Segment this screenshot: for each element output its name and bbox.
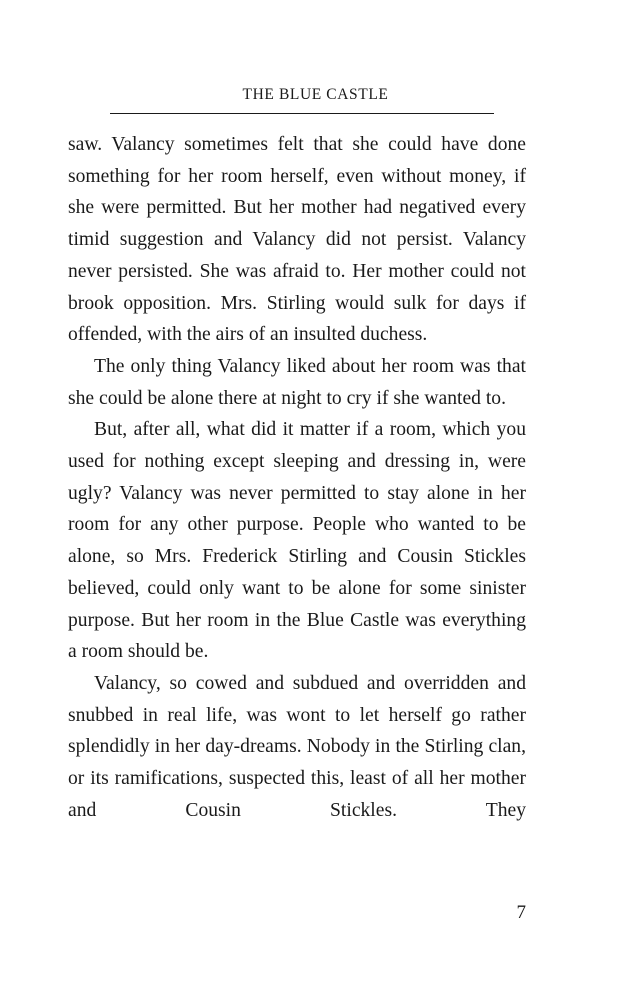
paragraph: Valancy, so cowed and subdued and overridden and snubbed in real life, was wont to let herself go rather splendidly in her day-dreams. Nobody in the Stirling clan, or its ramifications, suspected this, least of all her mother and Cousin Stickles. They (68, 672, 526, 821)
running-head: THE BLUE CASTLE (242, 86, 389, 103)
paragraph: But, after all, what did it matter if a room, which you used for nothing except sleeping and dressing in, were ugly? Valancy was never permitted to stay alone in her room for any other purpose. People who wanted to be alone, so Mrs. Frederick Stirling and Cousin Stickles believed, could only want to be alone for some sinister purpose. But her room in the Blue Castle was everything a room should be. (68, 419, 526, 663)
body-text (68, 129, 526, 826)
paragraph: The only thing Valancy liked about her room was that she could be alone there at night to cry if she wanted to. (68, 355, 526, 409)
page-number: 7 (516, 902, 526, 923)
header-rule (110, 113, 494, 114)
paragraph-continued: saw. Valancy sometimes felt that she could have done something for her room herself, even without money, if she were permitted. But her mother had negatived every timid suggestion and Valancy did not persist. Valancy never persisted. She was afraid to. Her mother could not brook opposition. Mrs. Stirling would sulk for days if offended, with the airs of an insulted duchess. (68, 134, 526, 346)
